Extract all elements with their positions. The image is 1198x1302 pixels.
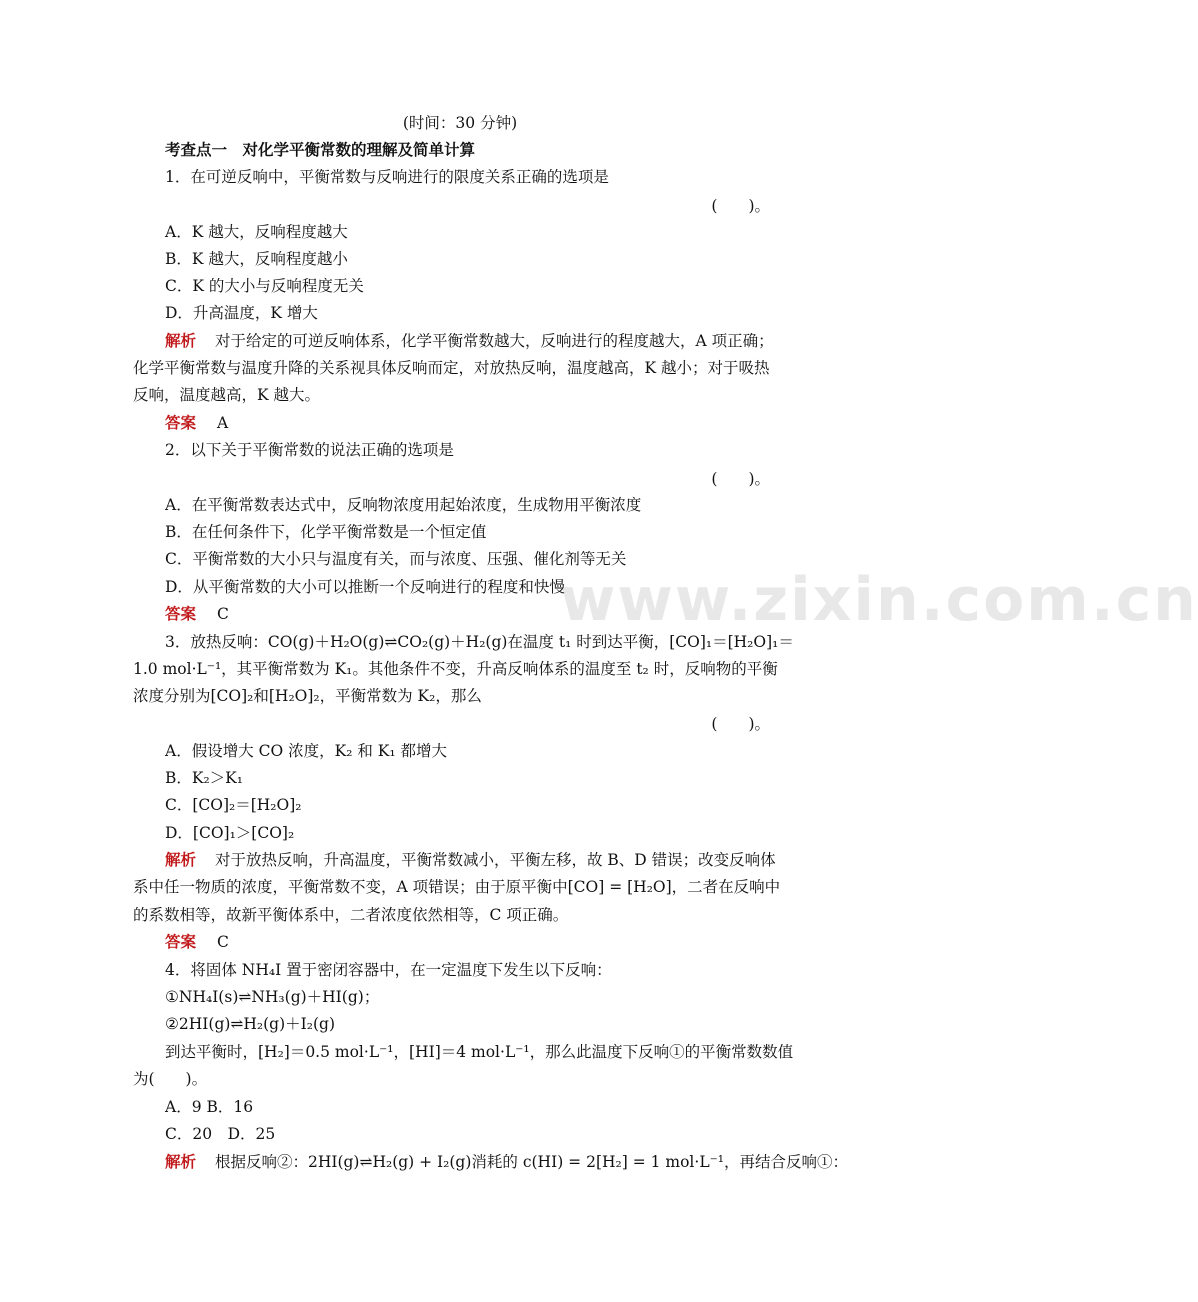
q3-answer: C [216, 933, 229, 951]
q3-stem-1: 3．放热反响：CO(g)＋H₂O(g)⇌CO₂(g)＋H₂(g)在温度 t₁ 时到达平衡，[CO]₁＝[H₂O]₁＝ [165, 633, 794, 651]
q1-analysis-text-1: 对于给定的可逆反响体系，化学平衡常数越大，反响进行的程度越大，A 项正确； [214, 332, 774, 350]
q3-analysis-line-3: 的系数相等，故新平衡体系中，二者浓度依然相等，C 项正确。 [133, 906, 569, 924]
q2-option-d: D．从平衡常数的大小可以推断一个反响进行的程度和快慢 [165, 578, 565, 596]
q4-condition-2: 为( )。 [133, 1070, 208, 1088]
q3-option-a: A．假设增大 CO 浓度，K₂ 和 K₁ 都增大 [165, 742, 447, 760]
q1-stem: 1．在可逆反响中，平衡常数与反响进行的限度关系正确的选项是 [165, 168, 609, 186]
analysis-label: 解析 [165, 1152, 197, 1171]
q4-condition-1: 到达平衡时，[H₂]＝0.5 mol·L⁻¹，[HI]＝4 mol·L⁻¹，那么此温度下反响①的平衡常数数值 [165, 1043, 794, 1061]
analysis-label: 解析 [165, 850, 197, 869]
time-note: (时间：30 分钟) [402, 114, 518, 132]
answer-label: 答案 [165, 413, 197, 432]
q1-answer: A [216, 414, 229, 432]
q2-answer-line [165, 604, 229, 624]
q1-bracket: ( )。 [711, 197, 770, 215]
q2-option-b: B．在任何条件下，化学平衡常数是一个恒定值 [165, 523, 487, 541]
q1-option-d: D．升高温度，K 增大 [165, 304, 318, 322]
q3-option-c: C．[CO]₂＝[H₂O]₂ [165, 796, 302, 814]
q3-stem-2: 1.0 mol·L⁻¹，其平衡常数为 K₁。其他条件不变，升高反响体系的温度至 t₂ 时，反响物的平衡 [133, 660, 778, 678]
q3-bracket: ( )。 [711, 715, 770, 733]
q4-analysis-line-1 [165, 1152, 848, 1172]
q4-reaction-2: ②2HI(g)⇌H₂(g)＋I₂(g) [165, 1015, 336, 1033]
section-title: 考查点一 对化学平衡常数的理解及简单计算 [165, 140, 476, 159]
q3-answer-line [165, 932, 229, 952]
q2-bracket: ( )。 [711, 470, 770, 488]
q3-analysis-line-2: 系中任一物质的浓度，平衡常数不变，A 项错误；由于原平衡中[CO] = [H₂O]，二者在反响中 [133, 878, 781, 896]
q1-option-b: B．K 越大，反响程度越小 [165, 250, 348, 268]
q1-analysis-line-2: 化学平衡常数与温度升降的关系视具体反响而定，对放热反响，温度越高，K 越小；对于吸热 [133, 359, 770, 377]
q3-analysis-text-1: 对于放热反响，升高温度，平衡常数减小，平衡左移，故 B、D 错误；改变反响体 [214, 851, 776, 869]
analysis-label: 解析 [165, 331, 197, 350]
q2-option-a: A．在平衡常数表达式中，反响物浓度用起始浓度，生成物用平衡浓度 [165, 496, 642, 514]
q1-option-c: C．K 的大小与反响程度无关 [165, 277, 364, 295]
q1-analysis-line-3: 反响，温度越高，K 越大。 [133, 386, 321, 404]
watermark: www.zixin.com.cn [560, 565, 1198, 635]
q3-stem-3: 浓度分别为[CO]₂和[H₂O]₂，平衡常数为 K₂，那么 [133, 687, 482, 705]
answer-label: 答案 [165, 604, 197, 623]
q2-stem: 2．以下关于平衡常数的说法正确的选项是 [165, 441, 454, 459]
q4-reaction-1: ①NH₄I(s)⇌NH₃(g)＋HI(g)； [165, 988, 380, 1006]
q3-option-d: D．[CO]₁＞[CO]₂ [165, 824, 295, 842]
q4-stem: 4．将固体 NH₄I 置于密闭容器中，在一定温度下发生以下反响： [165, 961, 612, 979]
q1-analysis-line-1 [165, 331, 774, 351]
q2-option-c: C．平衡常数的大小只与温度有关，而与浓度、压强、催化剂等无关 [165, 550, 627, 568]
q3-option-b: B．K₂＞K₁ [165, 769, 243, 787]
q1-option-a: A．K 越大，反响程度越大 [165, 223, 348, 241]
q2-answer: C [216, 605, 229, 623]
q4-options-row-1: A．9 B．16 [165, 1098, 254, 1116]
q1-answer-line [165, 413, 228, 433]
answer-label: 答案 [165, 932, 197, 951]
q4-options-row-2: C．20 D．25 [165, 1125, 276, 1143]
q3-analysis-line-1 [165, 850, 776, 870]
q4-analysis-text-1: 根据反响②：2HI(g)⇌H₂(g) + I₂(g)消耗的 c(HI) = 2[H₂] = 1 mol·L⁻¹，再结合反响①： [214, 1153, 849, 1171]
